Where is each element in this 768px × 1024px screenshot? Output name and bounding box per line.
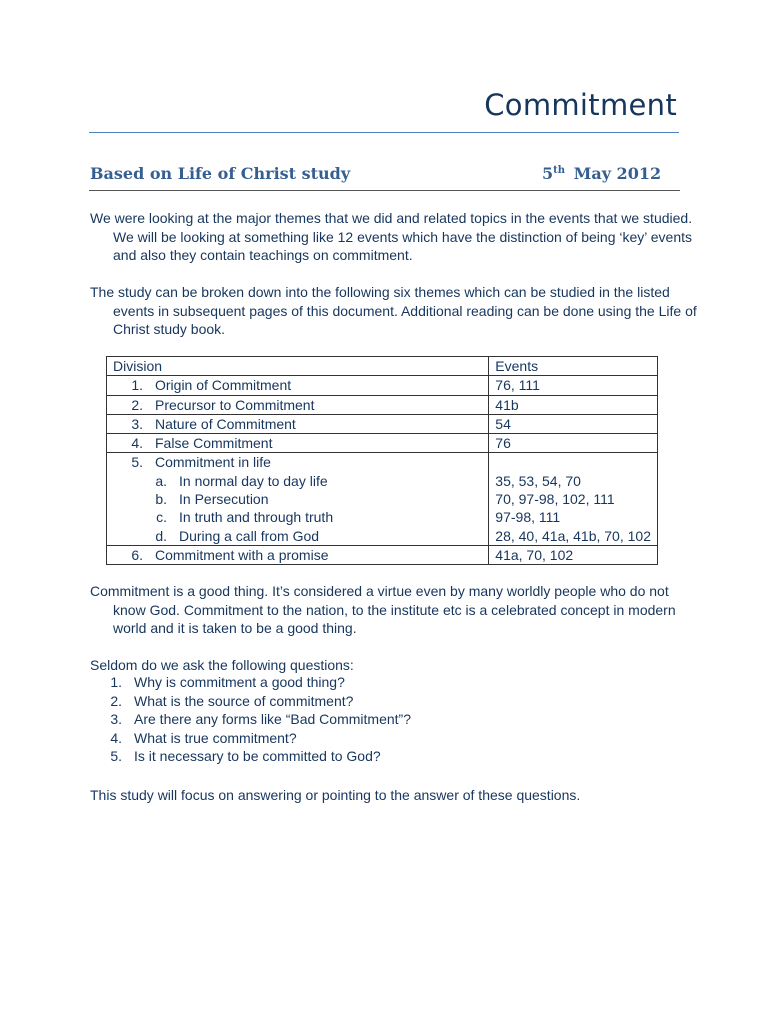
row-number: 5. [131, 454, 143, 471]
question-number: 2. [110, 692, 122, 709]
sub-row [113, 472, 482, 490]
question-number: 5. [110, 748, 122, 764]
list-item [90, 710, 411, 729]
sub-row [113, 527, 482, 545]
page-title: Commitment [484, 88, 677, 122]
row-number: 1. [131, 377, 143, 394]
header-division: Division [107, 357, 489, 376]
row-label: Precursor to Commitment [155, 396, 315, 413]
sub-label: During a call from God [179, 527, 320, 544]
themes-table [106, 356, 658, 565]
row-number: 2. [131, 396, 143, 413]
date-rest: May 2012 [573, 164, 662, 183]
row-label: Nature of Commitment [155, 415, 296, 432]
question-text: Are there any forms like “Bad Commitment”? [134, 711, 411, 727]
question-number: 4. [110, 729, 122, 746]
title-divider [89, 132, 679, 133]
sub-events: 70, 97-98, 102, 111 [495, 491, 615, 508]
question-number: 1. [110, 674, 122, 690]
subtitle-line [90, 164, 680, 183]
sub-events: 28, 40, 41a, 41b, 70, 102 [495, 527, 651, 544]
header-events: Events [489, 357, 658, 376]
table-row [107, 545, 658, 564]
sub-row [113, 508, 482, 526]
row-events: 76, 111 [489, 376, 658, 395]
row-heading [113, 453, 482, 471]
list-item [90, 729, 411, 748]
sub-letter: b. [155, 491, 167, 508]
sub-letter: d. [155, 527, 167, 544]
question-text: What is the source of commitment? [134, 692, 354, 709]
question-text: Why is commitment a good thing? [134, 674, 345, 690]
table-row [107, 453, 658, 545]
row-label: Commitment in life [155, 454, 271, 471]
sub-label: In Persecution [179, 491, 269, 508]
virtue-paragraph: Commitment is a good thing. It’s considered a virtue even by many worldly people who do not know God. Commitment to the nation, to the institute etc is a celebrated concept in modern world and it is taken to be a good thing. [90, 583, 676, 636]
table-row [107, 395, 658, 414]
closing-paragraph: This study will focus on answering or pointing to the answer of these questions. [90, 787, 581, 803]
sub-events: 35, 53, 54, 70 [495, 472, 581, 489]
row-events: 76 [489, 434, 658, 453]
sub-events: 97-98, 111 [495, 509, 561, 526]
sub-label: In normal day to day life [179, 472, 328, 489]
list-item [90, 673, 411, 692]
structure-paragraph: The study can be broken down into the following six themes which can be studied in the listed events in subsequent pages of this document. Additional reading can be done using the Life of Christ study book. [90, 284, 697, 337]
sub-letter: a. [155, 472, 167, 489]
subtitle-divider [89, 190, 680, 191]
sub-label: In truth and through truth [179, 509, 334, 526]
row-events: 54 [489, 414, 658, 433]
row-number: 4. [131, 435, 143, 452]
row-events: 41a, 70, 102 [489, 545, 658, 564]
row-label: Commitment with a promise [155, 546, 329, 563]
date-day: 5 [542, 164, 554, 183]
list-item [90, 747, 411, 766]
list-item [90, 692, 411, 711]
table-row [107, 376, 658, 395]
question-number: 3. [110, 711, 122, 727]
question-text: What is true commitment? [134, 729, 297, 746]
row-label: Origin of Commitment [155, 377, 292, 394]
questions-intro: Seldom do we ask the following questions: [90, 657, 354, 673]
date [542, 164, 661, 183]
subtitle: Based on Life of Christ study [90, 164, 351, 183]
question-text: Is it necessary to be committed to God? [134, 748, 381, 764]
table-row [107, 434, 658, 453]
sub-row [113, 490, 482, 508]
row-number: 6. [131, 546, 143, 563]
row-events-group [489, 453, 658, 545]
sub-letter: c. [156, 509, 167, 526]
questions-list [90, 673, 411, 766]
date-suffix: th [553, 165, 566, 176]
table-row [107, 414, 658, 433]
row-events [495, 453, 651, 471]
row-label: False Commitment [155, 435, 273, 452]
intro-paragraph: We were looking at the major themes that we did and related topics in the events that we studied. We will be looking at something like 12 events which have the distinction of being ‘key’ events and also they contain teachings on commitment. [90, 210, 693, 263]
row-events: 41b [489, 395, 658, 414]
row-number: 3. [131, 415, 143, 432]
table-header-row [107, 357, 658, 376]
